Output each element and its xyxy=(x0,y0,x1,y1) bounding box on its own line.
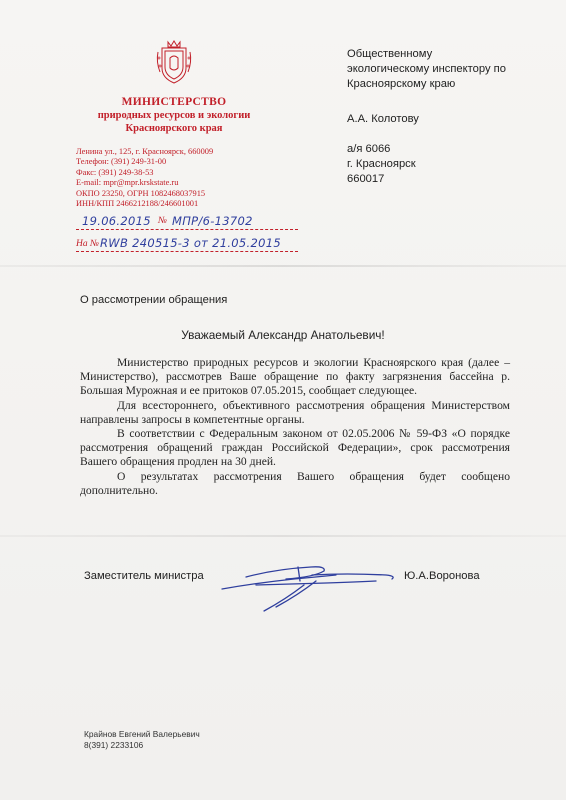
ref-value: RWB 240515-3 от 21.05.2015 xyxy=(100,236,281,250)
body-paragraph: В соответствии с Федеральным законом от 02.05.2006 № 59-ФЗ «О порядке рассмотрения обращений граждан Российской Федерации», срок рассмотрения Вашего обращения продлен на 30 дней. xyxy=(80,427,510,469)
contact-address: Ленина ул., 125, г. Красноярск, 660009 xyxy=(76,147,214,156)
letter-subject: О рассмотрении обращения xyxy=(80,294,228,306)
contact-okpo: ОКПО 23250, ОГРН 1082468037915 xyxy=(76,188,206,198)
signatory-name: Ю.А.Воронова xyxy=(404,570,480,582)
handwritten-signature xyxy=(216,555,406,615)
contact-fax: Факс: (391) 249-38-53 xyxy=(76,167,154,177)
zip-code: 660017 xyxy=(347,173,385,185)
po-box: а/я 6066 xyxy=(347,143,391,155)
addressee-postal xyxy=(347,142,416,187)
executor-name: Крайнов Евгений Валерьевич xyxy=(84,729,200,739)
addressee-line: Красноярскому краю xyxy=(347,78,456,90)
contact-email: E-mail: mpr@mpr.krskstate.ru xyxy=(76,178,179,188)
ministry-title: МИНИСТЕРСТВО xyxy=(121,96,227,108)
executor-block xyxy=(84,729,200,751)
letter-greeting: Уважаемый Александр Анатольевич! xyxy=(181,328,385,342)
body-paragraph: Министерство природных ресурсов и экологии Красноярского края (далее – Министерство), рассмотрев Ваше обращение по факту загрязнения бассейна р. Большая Мурожная и ее притоков 07.05.2015, сообщает следующее. xyxy=(80,356,510,398)
paper-fold xyxy=(0,265,566,267)
city: г. Красноярск xyxy=(347,158,416,170)
addressee-line: Общественному xyxy=(347,48,433,60)
reg-date: 19.06.2015 xyxy=(82,214,151,228)
addressee-line: экологическому инспектору по xyxy=(347,63,506,75)
body-paragraph: О результатах рассмотрения Вашего обращения будет сообщено дополнительно. xyxy=(80,469,510,497)
letter-body xyxy=(80,356,510,498)
ministry-subtitle: природных ресурсов и экологии xyxy=(97,110,251,121)
addressee-block xyxy=(347,47,547,92)
contact-inn: ИНН/КПП 2466212188/246601001 xyxy=(76,199,199,209)
signatory-title: Заместитель министра xyxy=(84,570,204,582)
paper-fold xyxy=(0,535,566,537)
ministry-contacts xyxy=(76,147,276,209)
body-paragraph: Для всестороннего, объективного рассмотрения обращения Министерством направлены запросы в компетентные органы. xyxy=(80,398,510,426)
addressee-name: А.А. Колотову xyxy=(347,113,419,125)
coat-of-arms-icon xyxy=(154,38,194,86)
reg-number: МПР/6-13702 xyxy=(172,214,253,228)
ministry-header xyxy=(74,96,274,135)
contact-phone: Телефон: (391) 249-31-00 xyxy=(76,157,167,167)
ref-label: На № xyxy=(76,239,99,249)
ministry-region: Красноярского края xyxy=(125,123,223,134)
executor-phone: 8(391) 2233106 xyxy=(84,740,144,750)
registration-block xyxy=(76,210,298,256)
reg-number-label: № xyxy=(158,216,167,226)
